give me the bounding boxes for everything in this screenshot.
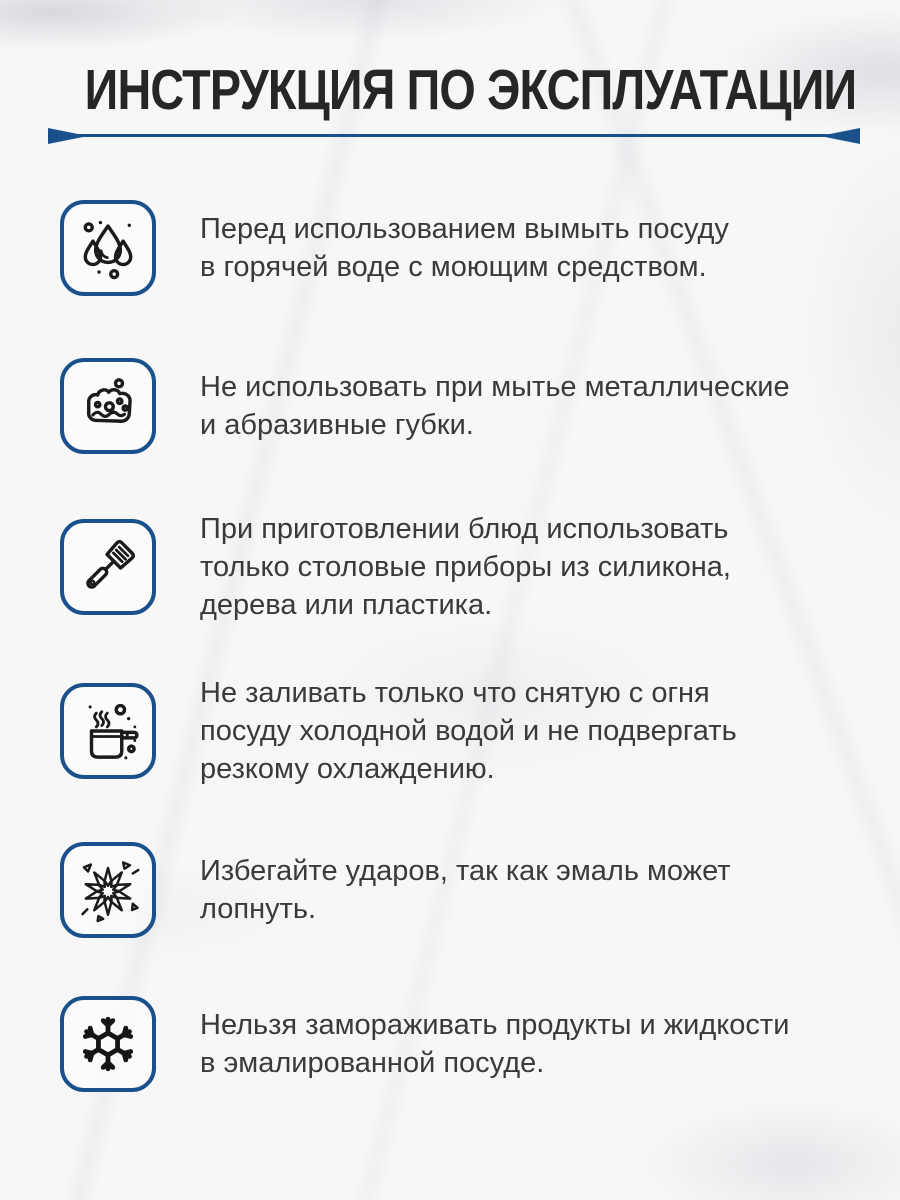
instruction-row-sponge [60, 358, 790, 454]
instruction-text [200, 368, 790, 444]
instruction-text [200, 510, 731, 624]
spatula-icon [75, 534, 141, 600]
page-title-text: ИНСТРУКЦИЯ ПО ЭКСПЛУАТАЦИИ [84, 58, 857, 122]
instruction-line: Не использовать при мытье металлические [200, 371, 790, 403]
instruction-text [200, 210, 729, 286]
instruction-line: Не заливать только что снятую с огня [200, 677, 710, 709]
icon-box [60, 683, 156, 779]
icon-box [60, 200, 156, 296]
water-drops-icon [75, 215, 141, 281]
instruction-row-wash [60, 200, 729, 296]
instruction-line: лопнуть. [200, 893, 317, 925]
instruction-line: только столовые приборы из силикона, [200, 551, 731, 583]
hot-pot-icon [75, 698, 141, 764]
icon-box [60, 358, 156, 454]
instruction-line: и абразивные губки. [200, 409, 474, 441]
title-underline-arrows [48, 134, 860, 137]
instruction-text [200, 852, 731, 928]
instruction-text [200, 674, 737, 788]
instruction-line: Нельзя замораживать продукты и жидкости [200, 1009, 790, 1041]
instruction-row-impact [60, 842, 731, 938]
instruction-line: в эмалированной посуде. [200, 1047, 545, 1079]
icon-box [60, 996, 156, 1092]
instruction-line: резкому охлаждению. [200, 753, 495, 785]
instruction-row-freezing [60, 996, 789, 1092]
impact-burst-icon [75, 857, 141, 923]
instruction-line: в горячей воде с моющим средством. [200, 251, 707, 283]
instruction-line: При приготовлении блюд использовать [200, 513, 729, 545]
instruction-text [200, 1006, 789, 1082]
instruction-row-thermal-shock [60, 674, 737, 788]
page-title [0, 58, 900, 122]
instruction-row-utensils [60, 510, 731, 624]
snowflake-icon [75, 1011, 141, 1077]
sponge-icon [75, 373, 141, 439]
instruction-line: Перед использованием вымыть посуду [200, 213, 729, 245]
icon-box [60, 519, 156, 615]
instruction-line: дерева или пластика. [200, 589, 493, 621]
instruction-line: посуду холодной водой и не подвергать [200, 715, 737, 747]
icon-box [60, 842, 156, 938]
instruction-line: Избегайте ударов, так как эмаль может [200, 855, 731, 887]
